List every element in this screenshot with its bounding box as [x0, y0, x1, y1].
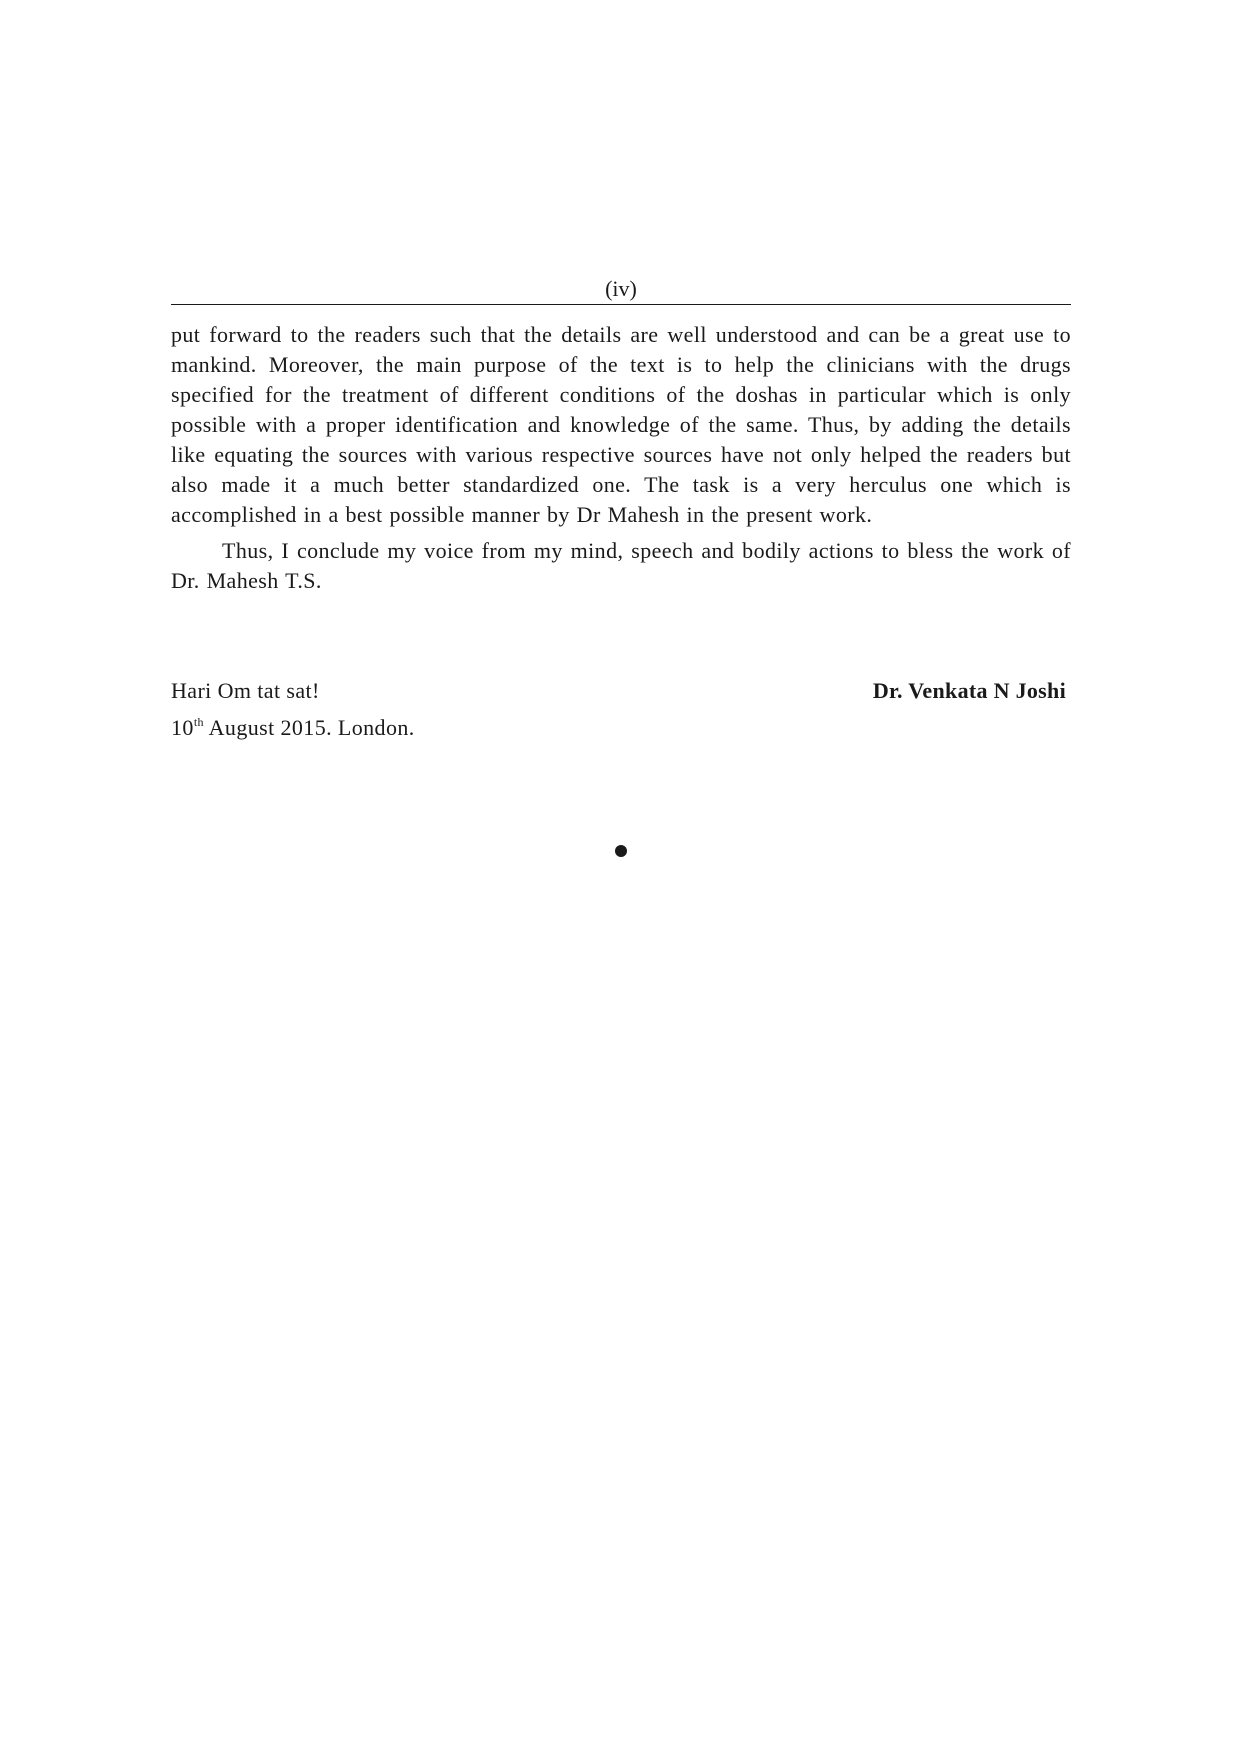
salutation: Hari Om tat sat!	[171, 678, 320, 703]
date-suffix: th	[193, 715, 204, 729]
page-number: (iv)	[605, 276, 637, 301]
date-rest: August 2015. London.	[203, 715, 415, 740]
paragraph-2: Thus, I conclude my voice from my mind, speech and bodily actions to bless the work of Dr. Mahesh T.S.	[171, 538, 1071, 593]
body-text	[171, 320, 1071, 596]
signature: Dr. Venkata N Joshi	[872, 678, 1066, 703]
paragraph-1: put forward to the readers such that the details are well understood and can be a great use to mankind. Moreover, the main purpose of the text is to help the clinicians with the drugs specified for the treatment of different conditions of the doshas in particular which is only possible with a proper identification and knowledge of the same. Thus, by adding the details like equating the sources with various respective sources have not only helped the readers but also made it a much better standardized one. The task is a very herculus one which is accomplished in a best possible manner by Dr Mahesh in the present work.	[171, 322, 1071, 527]
date-place	[171, 709, 415, 746]
date-day: 10	[171, 715, 194, 740]
closing-block	[171, 672, 415, 746]
end-bullet-icon	[615, 845, 627, 857]
page-header	[171, 276, 1071, 305]
